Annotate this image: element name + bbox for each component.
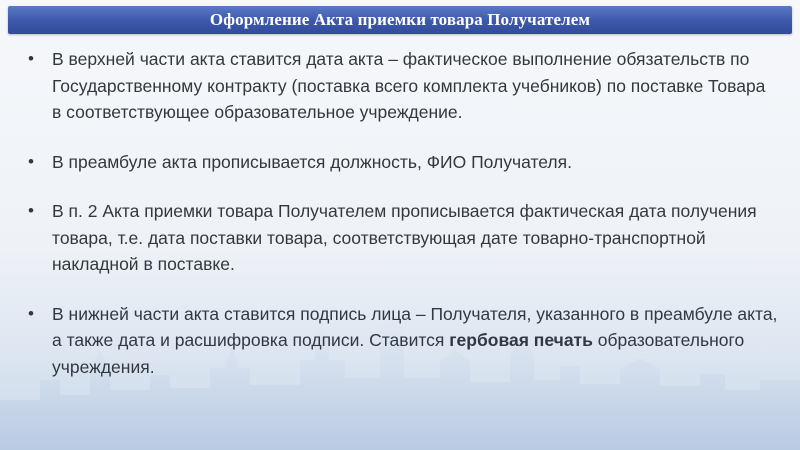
bullet-dot: • xyxy=(28,303,34,323)
bullet-text-end: образовательного учреждения. xyxy=(52,330,745,377)
bullet-item xyxy=(28,198,778,278)
bullet-list xyxy=(28,46,778,380)
bullet-text-bold: гербовая печать xyxy=(449,330,593,350)
bullet-text: В преамбуле акта прописывается должность, ФИО Получателя. xyxy=(52,151,572,172)
bullet-text-start: В нижней части акта ставится подпись лица – Получателя, указанного в преамбуле акта, а также дата и расшифровка подписи. Ставится xyxy=(52,303,778,350)
bullet-dot: • xyxy=(28,151,34,171)
bullet-dot: • xyxy=(28,201,34,220)
bullet-item xyxy=(28,301,778,381)
title-bar xyxy=(8,6,792,34)
bullet-dot: • xyxy=(28,49,34,68)
bullet-item xyxy=(28,46,778,126)
bullet-text: В п. 2 Акта приемки товара Получателем прописывается фактическая дата получения товара, т.е. дата поставки товара, соответствующая дате товарно-транспортной накладной в поставке. xyxy=(52,201,757,274)
slide-title: Оформление Акта приемки товара Получателем xyxy=(209,10,591,29)
bullet-item xyxy=(28,149,778,176)
bullet-text: В верхней части акта ставится дата акта – фактическое выполнение обязательств по Государственному контракту (поставка всего комплекта учебников) по поставке Товара в соответствующее образовательное учреждение. xyxy=(52,49,766,122)
